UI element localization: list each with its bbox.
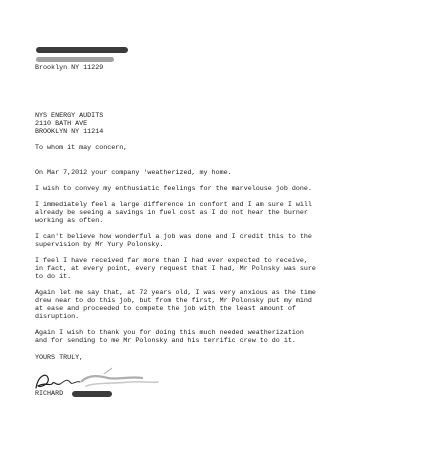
paragraph-7-line-2: and for sending to me Mr Polonsky and his terrific crew to do it. xyxy=(35,337,296,345)
paragraph-6-line-4: disruption. xyxy=(35,313,80,321)
recipient-street: 2110 BATH AVE xyxy=(35,120,88,128)
paragraph-4-line-2: supervision by Mr Yury Polonsky. xyxy=(35,241,164,249)
paragraph-7-line-1: Again I wish to thank you for doing this much needed weatherization xyxy=(35,329,304,337)
redacted-signer-surname xyxy=(72,391,112,397)
paragraph-6-line-1: Again let me say that, at 72 years old, I was very anxious as the time xyxy=(35,289,316,297)
paragraph-3-line-1: I immediately feel a large difference in confort and I am sure I will xyxy=(35,201,312,209)
redacted-sender-name xyxy=(36,47,128,53)
paragraph-1: On Mar 7,2012 your company 'weatherized, my home. xyxy=(35,169,232,177)
recipient-city: BROOKLYN NY 11214 xyxy=(35,128,104,136)
recipient-name: NYS ENERGY AUDITS xyxy=(35,112,104,120)
paragraph-3-line-2: already be seeing a savings in fuel cost as I do not hear the burner xyxy=(35,209,308,217)
salutation: To whom it may concern, xyxy=(35,144,128,152)
paragraph-5-line-1: I feel I have received far more than I had ever expected to receive, xyxy=(35,257,308,265)
paragraph-2: I wish to convey my enthusiatic feelings for the marvelouse job done. xyxy=(35,185,312,193)
paragraph-5-line-2: in fact, at every point, every request that I had, Mr Polnsky was sure xyxy=(35,265,316,273)
closing: YOURS TRULY, xyxy=(35,354,84,362)
sender-city-line: Brooklyn NY 11229 xyxy=(35,64,104,72)
redacted-sender-street xyxy=(36,57,114,62)
paragraph-4-line-1: I can't believe how wonderful a job was done and I credit this to the xyxy=(35,233,312,241)
paragraph-6-line-2: drew near to do this job, but from the first, Mr Polonsky put my mind xyxy=(35,297,312,305)
signer-first-name: RICHARD xyxy=(35,390,64,398)
paragraph-5-line-3: to do it. xyxy=(35,273,72,281)
paragraph-6-line-3: at ease and proceeded to compete the job with the least amount of xyxy=(35,305,296,313)
paragraph-3-line-3: working as often. xyxy=(35,217,104,225)
